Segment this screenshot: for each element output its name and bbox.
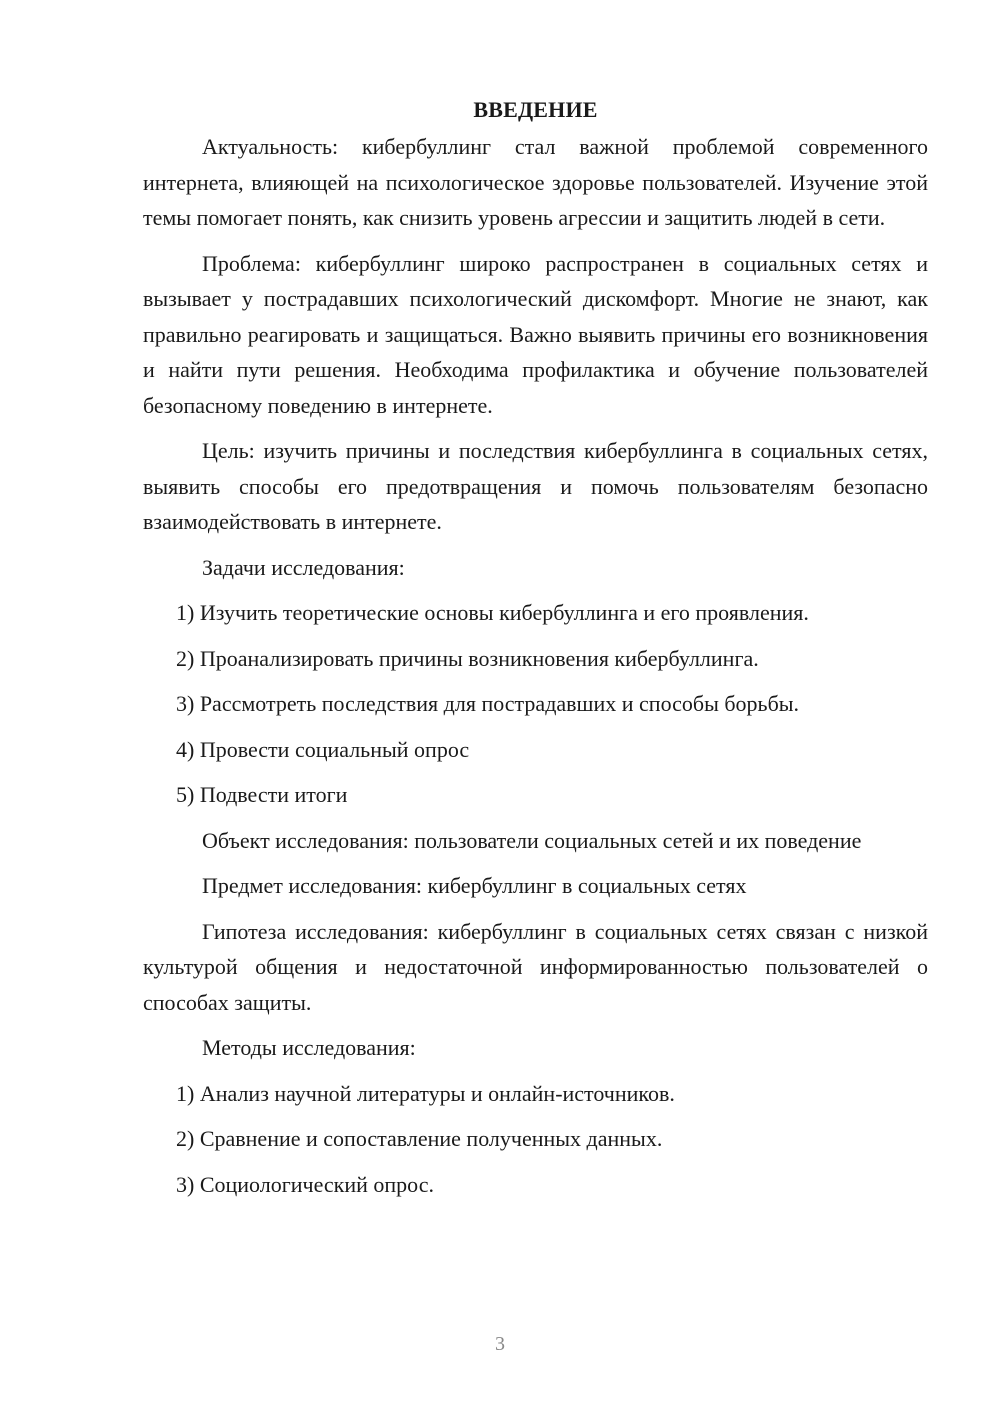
list-item: 1) Анализ научной литературы и онлайн-источников.	[176, 1080, 675, 1106]
subject-paragraph: Предмет исследования: кибербуллинг в социальных сетях	[202, 873, 747, 898]
page-number: 3	[495, 1333, 505, 1355]
list-item: 3) Социологический опрос.	[176, 1171, 434, 1197]
methods-list	[143, 1076, 928, 1203]
tasks-list	[143, 595, 928, 813]
object-paragraph: Объект исследования: пользователи социальных сетей и их поведение	[202, 827, 862, 853]
page-title: ВВЕДЕНИЕ	[473, 97, 598, 122]
tasks-heading: Задачи исследования:	[202, 554, 405, 580]
list-item: 2) Сравнение и сопоставление полученных данных.	[176, 1126, 663, 1151]
list-item: 5) Подвести итоги	[176, 782, 348, 807]
goal-paragraph: Цель: изучить причины и последствия кибербуллинга в социальных сетях, выявить способы его предотвращения и помочь пользователям безопасно взаимодействовать в интернете.	[143, 438, 928, 534]
hypothesis-paragraph: Гипотеза исследования: кибербуллинг в социальных сетях связан с низкой культурой общения и недостаточной информированностью пользователей о способах защиты.	[143, 918, 928, 1015]
relevance-paragraph: Актуальность: кибербуллинг стал важной проблемой современного интернета, влияющей на психологическое здоровье пользователей. Изучение этой темы помогает понять, как снизить уровень агрессии и защитить людей в сети.	[143, 134, 928, 230]
list-item: 3) Рассмотреть последствия для пострадавших и способы борьбы.	[176, 691, 800, 716]
list-item: 2) Проанализировать причины возникновения кибербуллинга.	[176, 645, 759, 671]
list-item: 1) Изучить теоретические основы кибербуллинга и его проявления.	[176, 600, 809, 625]
list-item: 4) Провести социальный опрос	[176, 736, 470, 762]
methods-heading: Методы исследования:	[202, 1035, 416, 1060]
problem-paragraph: Проблема: кибербуллинг широко распространен в социальных сетях и вызывает у пострадавших психологический дискомфорт. Многие не знают, как правильно реагировать и защищаться. Важно выявить причины его возникновения и найти пути решения. Необходима профилактика и обучение пользователей безопасному поведению в интернете.	[143, 250, 928, 418]
document-page	[143, 95, 928, 1212]
